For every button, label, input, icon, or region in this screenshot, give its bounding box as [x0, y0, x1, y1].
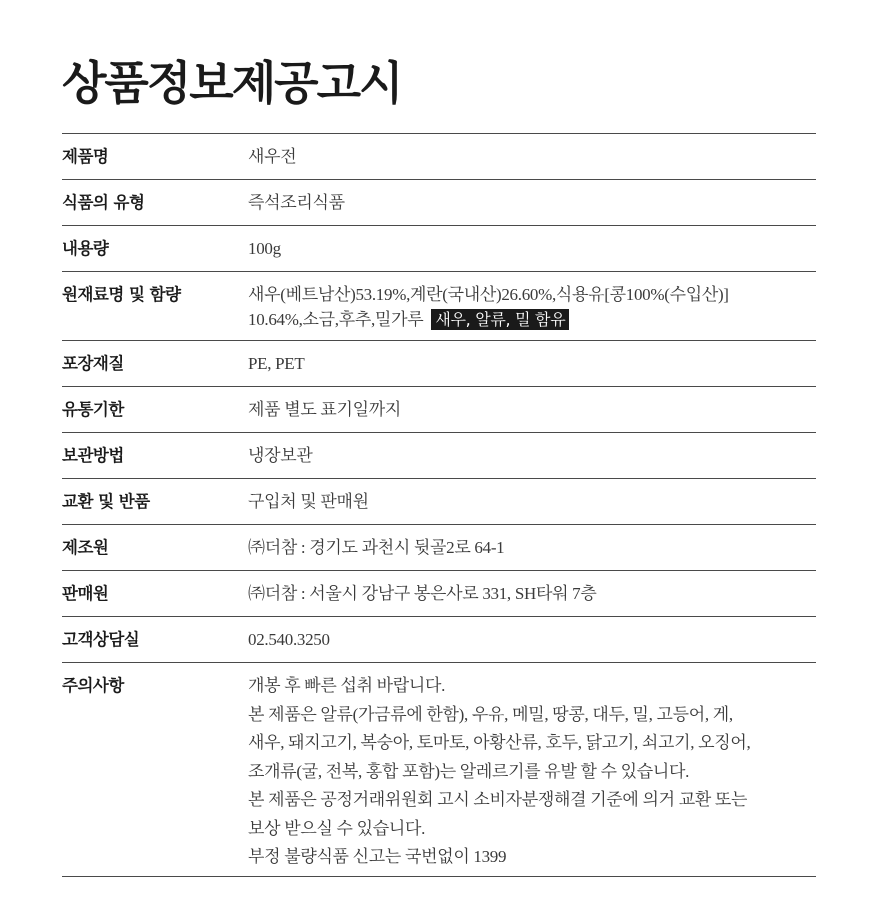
row-value: 02.540.3250: [248, 630, 330, 649]
caution-line: 보상 받으실 수 있습니다.: [248, 818, 426, 838]
row-value: 냉장보관: [248, 446, 313, 465]
caution-line: 개봉 후 빠른 섭취 바랍니다.: [248, 676, 446, 695]
row-label: 교환 및 반품: [62, 492, 150, 511]
row-label: 포장재질: [62, 354, 124, 373]
row-value: 제품 별도 표기일까지: [248, 400, 401, 419]
row-label: 유통기한: [62, 400, 124, 419]
row-value: ㈜더참 : 서울시 강남구 봉은사로 331, SH타워 7층: [248, 584, 597, 603]
caution-text: [248, 672, 816, 866]
row-label: 고객상담실: [62, 630, 140, 649]
table-row-storage: [62, 433, 816, 479]
row-label: 보관방법: [62, 446, 124, 465]
table-row-packaging: [62, 341, 816, 387]
ingredients-line-2: 10.64%,소금,후추,밀가루: [248, 310, 424, 329]
row-value: ㈜더참 : 경기도 과천시 뒷골2로 64-1: [248, 538, 505, 557]
caution-line: 새우, 돼지고기, 복숭아, 토마토, 아황산류, 호두, 닭고기, 쇠고기, 오징어,: [248, 733, 751, 752]
table-row-seller: [62, 571, 816, 617]
table-row-exchange-return: [62, 479, 816, 525]
product-info-table: [62, 133, 816, 877]
table-row-caution: [62, 663, 816, 877]
row-value: 즉석조리식품: [248, 193, 345, 212]
table-row-expiry: [62, 387, 816, 433]
caution-line: 본 제품은 알류(가금류에 한함), 우유, 메밀, 땅콩, 대두, 밀, 고등어, 게,: [248, 704, 733, 724]
row-label: 제품명: [62, 147, 109, 166]
allergen-highlight: 새우, 알류, 밀 함유: [431, 309, 569, 330]
table-row-customer-service: [62, 617, 816, 663]
row-label: 주의사항: [62, 676, 124, 695]
row-label: 제조원: [62, 538, 109, 557]
row-value: 구입처 및 판매원: [248, 492, 369, 511]
ingredients-line-1: 새우(베트남산)53.19%,계란(국내산)26.60%,식용유[콩100%(수입산)]: [248, 285, 729, 304]
product-info-notice: [62, 0, 816, 877]
row-value: [248, 282, 816, 330]
row-value: PE, PET: [248, 354, 305, 373]
row-value: 100g: [248, 239, 281, 258]
caution-line: 본 제품은 공정거래위원회 고시 소비자분쟁해결 기준에 의거 교환 또는: [248, 790, 748, 809]
table-row-net-weight: [62, 226, 816, 272]
row-label: 내용량: [62, 239, 109, 258]
page-title: 상품정보제공고시: [62, 56, 402, 110]
row-value: 새우전: [248, 147, 297, 166]
table-row-product-name: [62, 134, 816, 180]
caution-line: 조개류(굴, 전복, 홍합 포함)는 알레르기를 유발 할 수 있습니다.: [248, 761, 690, 781]
table-row-food-type: [62, 180, 816, 226]
table-row-manufacturer: [62, 525, 816, 571]
row-label: 식품의 유형: [62, 193, 145, 212]
row-label: 원재료명 및 함량: [62, 285, 181, 304]
caution-line: 부정 불량식품 신고는 국번없이 1399: [248, 847, 507, 866]
table-row-ingredients: [62, 272, 816, 341]
row-label: 판매원: [62, 584, 109, 603]
